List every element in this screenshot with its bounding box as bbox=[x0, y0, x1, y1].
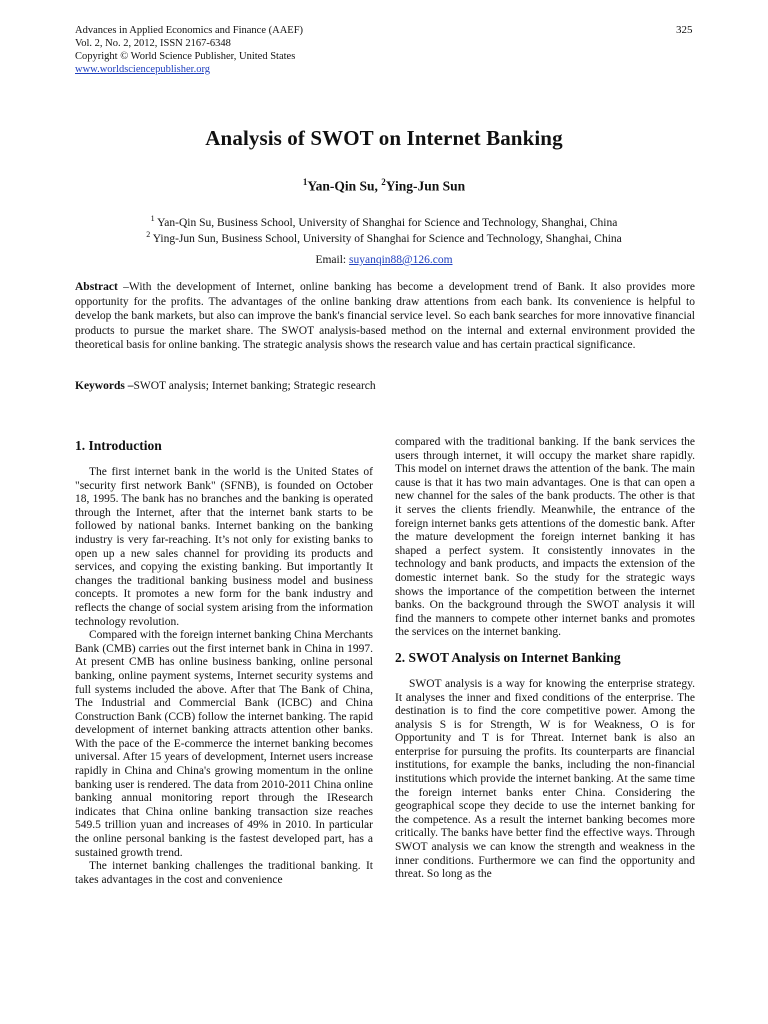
affiliation-2-marker: 2 bbox=[146, 230, 151, 239]
section-1-paragraph-3-continued: compared with the traditional banking. If the bank services the users through internet, it will occupy the market share rapidly. This model on internet draws the attention of the bank. The main cause is that it has two main advantages. One is that can open a new channel for the sales of the bank products. The other is that it serves the clients friendly. Meanwhile, the entrance of the foreign internet banks gets attentions of the domestic bank. After the mature development the foreign internet banking it has shaped a perfect system. It consistently innovates in the technology and bank products, and impacts the extension of the domestic internet bank. So the study for the strategic ways shows the importance of the competition between the internet banks. On the background through the SWOT analysis it will find the manners to compete other internet banks and promotes the services on the internet banking. bbox=[395, 436, 695, 639]
keywords-label: Keywords – bbox=[75, 380, 134, 392]
keywords-text: SWOT analysis; Internet banking; Strategic research bbox=[133, 380, 376, 392]
affiliation-1-text: Yan-Qin Su, Business School, University of Shanghai for Science and Technology, Shanghai, China bbox=[154, 216, 618, 229]
journal-copyright: Copyright © World Science Publisher, United States bbox=[75, 51, 296, 62]
journal-name: Advances in Applied Economics and Finance (AAEF) bbox=[75, 25, 304, 36]
abstract bbox=[75, 280, 695, 353]
abstract-label: Abstract bbox=[75, 281, 118, 293]
affiliation-1-marker: 1 bbox=[150, 214, 155, 223]
journal-volume: Vol. 2, No. 2, 2012, ISSN 2167-6348 bbox=[75, 38, 231, 49]
email-label: Email: bbox=[315, 254, 349, 266]
section-1-paragraph-2: Compared with the foreign internet banking China Merchants Bank (CMB) carries out the first internet bank in China in 1997. At present CMB has online business banking, online personal banking, online payment systems, Internet security systems and full systems included the above. After that The Bank of China, The Industrial and Commercial Bank (ICBC) and China Construction Bank (CCB) follow the internet banking. The rapid development of internet banking attracts attention other banks. With the pace of the E-commerce the internet banking becomes universal. After 15 years of development, Internet users increase rapidly in China and China's growing momentum in the online banking user is rendered. The data from 2010-2011 China online banking annual monitoring report through the IResearch indicates that China online banking transaction size reaches 549.5 trillion yuan and increases of 49% in 2010. In particular the online personal banking is the fastest developed part, has a sustained growth trend. bbox=[75, 629, 373, 859]
keywords bbox=[75, 380, 695, 392]
journal-header bbox=[75, 24, 303, 76]
section-1-heading: 1. Introduction bbox=[75, 438, 162, 453]
section-2-heading: 2. SWOT Analysis on Internet Banking bbox=[395, 649, 621, 665]
section-2-paragraph-1: SWOT analysis is a way for knowing the enterprise strategy. It analyses the inner and fixed conditions of the enterprise. The destination is to find the core competitive power. Among the analysis S is for Strength, W is for Weakness, O is for Opportunity and T is for Threat. Internet bank is also an enterprise for pursuing the profits. Its counterparts are financial institutions, for example the banks, including the non-financial institutions which provide the internet banking. At the same time the foreign internet banks enter China. Considering the geographical scope they decide to use the internet banking for the competence. As a result the internet banking becomes more critically. The banks have better find the effective ways. Through SWOT analysis we can know the strength and weakness in the inner conditions. Furthermore we can find the opportunity and threat. So long as the bbox=[395, 677, 695, 881]
right-column bbox=[395, 436, 695, 882]
abstract-text: –With the development of Internet, online banking has become a development trend of Bank. It also provides more opportunity for the profits. The advantages of the online banking draw attentions from each bank. Its convenience is helpful to develop the bank markets, but also can improve the bank's financial service level. So each bank searches for more innovative financial products to pursue the market share. The SWOT analysis-based method on the internal and external environment provided the theoretical basis for online banking. The strategic analysis shows the research value and has certain practical significance. bbox=[75, 281, 695, 351]
author-1-marker: 1 bbox=[302, 177, 308, 187]
author-1-name: Yan-Qin Su, bbox=[307, 178, 382, 194]
author-2-marker: 2 bbox=[381, 177, 386, 187]
author-line bbox=[0, 177, 768, 195]
section-1-paragraph-1: The first internet bank in the world is the United States of "security first network Bank" (SFNB), is founded on October 18, 1995. The bank has no branches and the banking is operated through the Internet, after that the internet bank starts to be followed by national banks. Internet banking on the banking industry is very far-reaching. It’s not only for existing banks to open up a new sales channel for providing its products and services, and copying the existing banking. But importantly It changes the traditional banking business model and business concepts. It promotes a new form for the bank industry and reflects the change of social system arising from the information technology revolution. bbox=[75, 466, 373, 628]
affiliation-2-text: Ying-Jun Sun, Business School, University of Shanghai for Science and Technology, Shanghai, China bbox=[150, 232, 622, 245]
journal-website-link[interactable]: www.worldsciencepublisher.org bbox=[75, 64, 211, 75]
author-2-name: Ying-Jun Sun bbox=[385, 178, 466, 194]
section-1-paragraph-3: The internet banking challenges the traditional banking. It takes advantages in the cost and convenience bbox=[75, 860, 373, 886]
left-column bbox=[75, 438, 373, 887]
email-line bbox=[0, 254, 768, 266]
paper-title: Analysis of SWOT on Internet Banking bbox=[205, 126, 563, 150]
email-link[interactable]: suyanqin88@126.com bbox=[349, 254, 453, 266]
page-number: 325 bbox=[676, 24, 693, 36]
affiliation-2 bbox=[0, 227, 768, 247]
